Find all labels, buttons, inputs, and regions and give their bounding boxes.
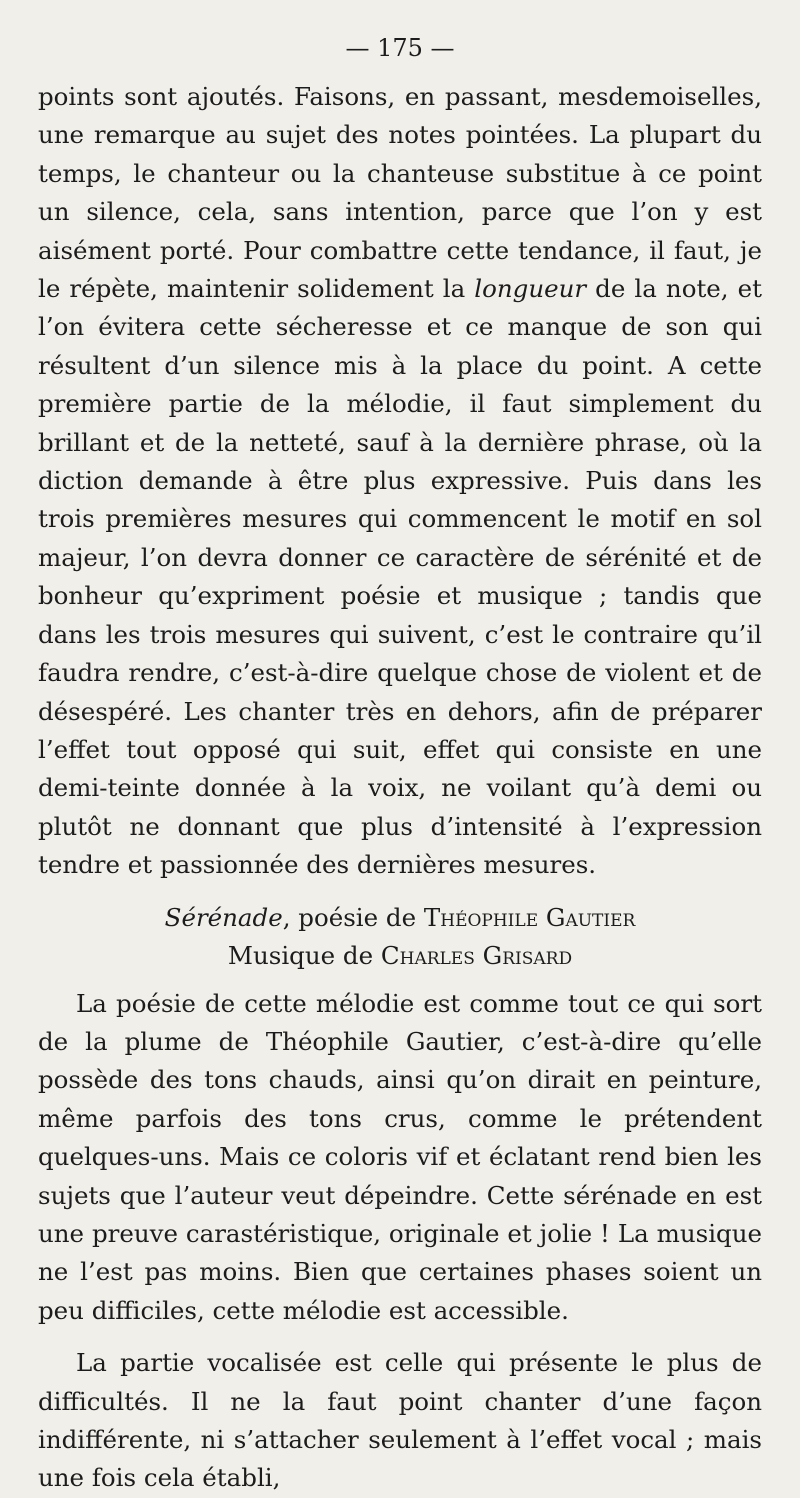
paragraph-vocalise: La partie vocalisée est celle qui présente le plus de difficultés. Il ne la faut point chanter d’une façon indifférente, ni s’attacher seulement à l’effet vocal ; mais une fois cela établi,	[38, 1348, 762, 1493]
emphasis-word: longueur	[474, 274, 587, 304]
heading-composer: Charles Grisard	[380, 940, 573, 970]
heading-title: Sérénade	[164, 902, 283, 932]
heading-music-prefix: Musique de	[227, 940, 381, 970]
paragraph-text: de la note, et l’on évitera cette sécheresse et ce manque de son qui résultent d’un silence mis à la place du point. A cette première partie de la mélodie, il faut simplement du brillant et de la netteté, sauf à la dernière phrase, où la diction demande à être plus expressive. Puis dans les trois premières mesures qui commencent le motif en sol majeur, l’on devra donner ce caractère de sérénité et de bonheur qu’expriment poésie et musique ; tandis que dans les trois mesures qui suivent, c’est le contraire qu’il faudra rendre, c’est-à-dire quelque chose de violent et de désespéré. Les chanter très en dehors, afin de préparer l’effet tout opposé qui suit, effet qui consiste en une demi-teinte donnée à la voix, ne voilant qu’à demi ou plutôt ne donnant que plus d’intensité à l’expression tendre et passionnée des dernières mesures.	[38, 274, 762, 880]
heading-poet: Théophile Gautier	[423, 902, 636, 932]
paragraph-text: points sont ajoutés. Faisons, en passant, mesdemoiselles, une remarque au sujet des notes pointées. La plupart du temps, le chanteur ou la chanteuse substitue à ce point un silence, cela, sans intention, parce que l’on y est aisément porté. Pour combattre cette tendance, il faut, je le répète, maintenir solidement la	[38, 82, 762, 304]
heading-music-line	[38, 937, 762, 975]
heading-poem-line	[38, 899, 762, 937]
heading-poem-prefix: , poésie de	[282, 902, 424, 932]
paragraph-notes-pointees	[38, 78, 762, 885]
page-number: — 175 —	[345, 34, 455, 62]
section-heading	[38, 899, 762, 975]
paragraph-poesie: La poésie de cette mélodie est comme tout ce qui sort de la plume de Théophile Gautier, c’est-à-dire qu’elle possède des tons chauds, ainsi qu’on dirait en peinture, même parfois des tons crus, comme le prétendent quelques-uns. Mais ce coloris vif et éclatant rend bien les sujets que l’auteur veut dépeindre. Cette sérénade en est une preuve carastéristique, originale et jolie ! La musique ne l’est pas moins. Bien que certaines phases soient un peu difficiles, cette mélodie est accessible.	[38, 988, 762, 1325]
